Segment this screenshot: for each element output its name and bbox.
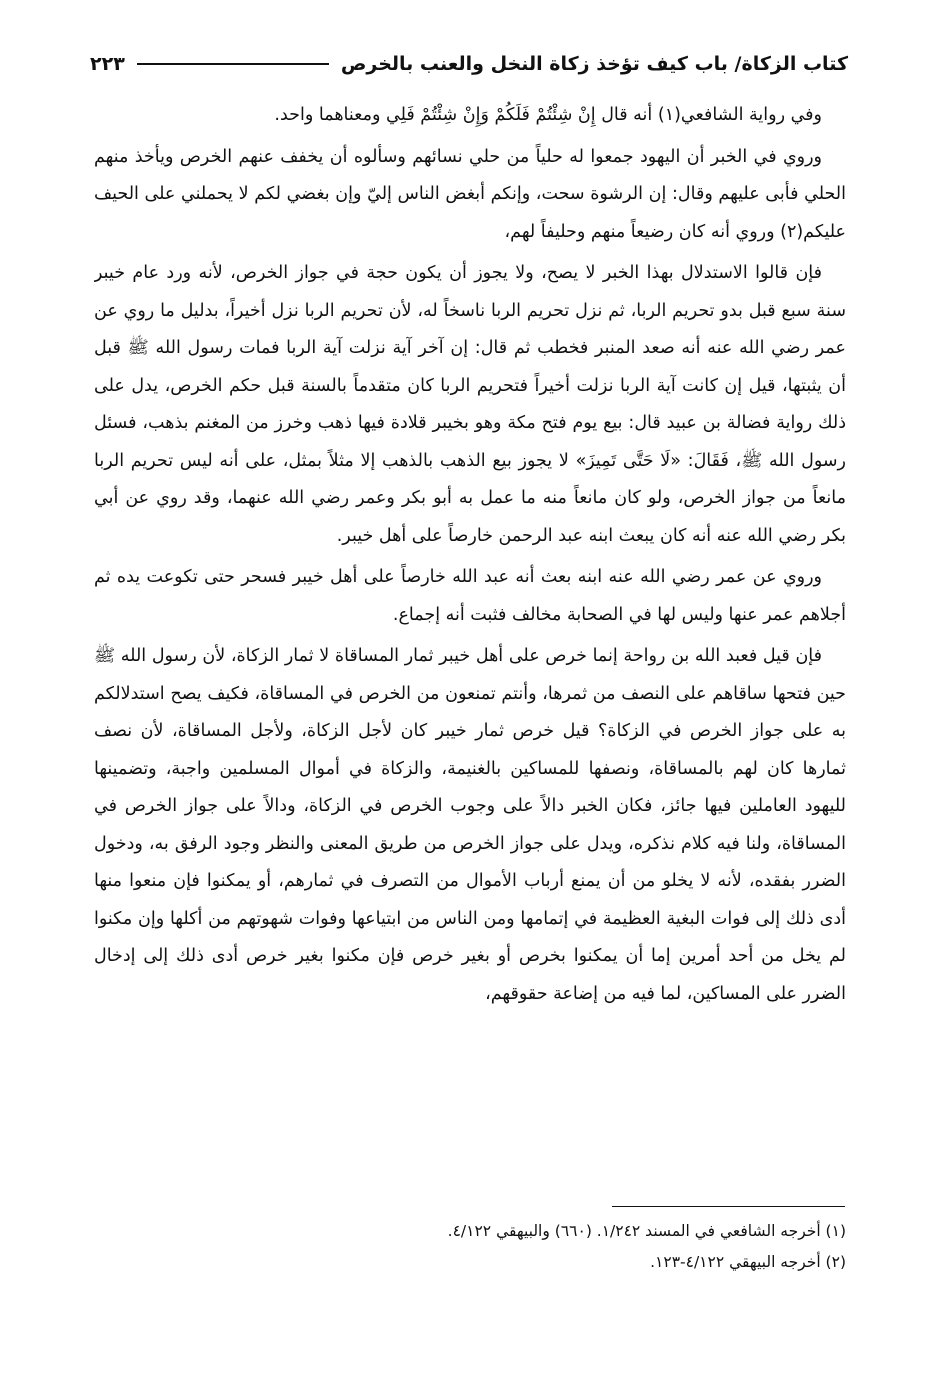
paragraph: فإن قالوا الاستدلال بهذا الخبر لا يصح، ولا يجوز أن يكون حجة في جواز الخرص، لأنه ورد عام خيبر سنة سبع قبل بدو تحريم الربا، ثم نزل تحريم الربا ناسخاً له، لأن تحريم الربا نزل أخيراً، بدليل ما روي عن عمر رضي الله عنه أنه صعد المنبر فخطب ثم قال: إن آخر آية نزلت آية الربا فمات رسول الله ﷺ قبل أن يثبتها، قيل إن كانت آية الربا نزلت أخيراً فتحريم الربا كان متقدماً بالسنة قبل حكم الخرص، يدل على ذلك رواية فضالة بن عبيد قال: بيع يوم فتح مكة وهو بخيبر قلادة فيها ذهب وخرز من المغنم بذهب، فسئل رسول الله ﷺ، فَقَالَ: «لَا حَتَّى تَمِيزَ» لا يجوز بيع الذهب بالذهب إلا مثلاً بمثل، على أنه ليس تحريم الربا مانعاً من جواز الخرص، ولو كان مانعاً منه ما عمل به أبو بكر وعمر رضي الله عنهما، وقد روي عن أبي بكر رضي الله عنه أنه كان يبعث ابنه عبد الرحمن خارصاً على أهل خيبر. xyxy=(94,263,846,546)
paragraph: وفي رواية الشافعي(١) أنه قال إِنْ شِئْتُمْ فَلَكُمْ وَإِنْ شِئْتُمْ فَلِي ومعناهما واحد. xyxy=(274,105,822,125)
paragraph: وروي في الخبر أن اليهود جمعوا له حلياً من حلي نسائهم وسألوه أن يخفف عنهم الخرص ويأخذ منهم الحلي فأبى عليهم وقال: إن الرشوة سحت، وإنكم أبغض الناس إليّ وإن بغضي لكم لا يحملني على الحيف عليكم(٢) وروي أنه كان رضيعاً منهم وحليفاً لهم، xyxy=(94,146,846,242)
paragraph: فإن قيل فعبد الله بن رواحة إنما خرص على أهل خيبر ثمار المساقاة لا ثمار الزكاة، لأن رسول الله ﷺ حين فتحها ساقاهم على النصف من ثمرها، وأنتم تمنعون من الخرص في المساقاة، فكيف يصح استدلالكم به على جواز الخرص في الزكاة؟ قيل خرص ثمار خيبر كان لأجل الزكاة، ولأجل المساقاة، لأن نصف ثمارها كان لهم بالمساقاة، ونصفها للمساكين بالغنيمة، والزكاة في أموال المسلمين واجبة، وتضمينها لليهود العاملين فيها جائز، فكان الخبر دالاً على وجوب الخرص في الزكاة، ودالاً على جواز الخرص في المساقاة، ولنا فيه كلام نذكره، ويدل على جواز الخرص من طريق المعنى والنظر وجود الرفق به، ودخول الضرر بفقده، لأنه لا يخلو من أن يمنع أرباب الأموال من التصرف في ثمارهم، أو يمكنوا فإن منعوا منها أدى ذلك إلى فوات البغية العظيمة في إتمامها ومن الناس من ابتياعها وفوات شهوتهم من أكلها وإن مكنوا لم يخل من أحد أمرين إما أن يمكنوا بخرص أو بغير خرص فإن مكنوا بغير خرص أدى ذلك إلى إدخال الضرر على المساكين، لما فيه من إضاعة حقوقهم، xyxy=(94,646,846,1004)
footnote-separator xyxy=(612,1206,845,1207)
running-title: كتاب الزكاة/ باب كيف تؤخذ زكاة النخل والعنب بالخرص xyxy=(340,53,848,75)
paragraph: وروي عن عمر رضي الله عنه ابنه بعث أنه عبد الله خارصاً على أهل خيبر فسحر حتى تكوعت يده ثم أجلاهم عمر عنها وليس لها في الصحابة مخالف فثبت أنه إجماع. xyxy=(94,567,846,625)
header-rule xyxy=(137,63,329,65)
footnote-item: (٢) أخرجه البيهقي ٤/١٢٢-١٢٣. xyxy=(650,1253,846,1271)
page-number: ٢٢٣ xyxy=(90,53,125,75)
footnote-item: (١) أخرجه الشافعي في المسند ١/٢٤٢. (٦٦٠) والبيهقي ٤/١٢٢. xyxy=(447,1222,846,1240)
footnotes xyxy=(94,1216,846,1278)
main-text xyxy=(94,97,846,1192)
page-header xyxy=(90,40,848,88)
